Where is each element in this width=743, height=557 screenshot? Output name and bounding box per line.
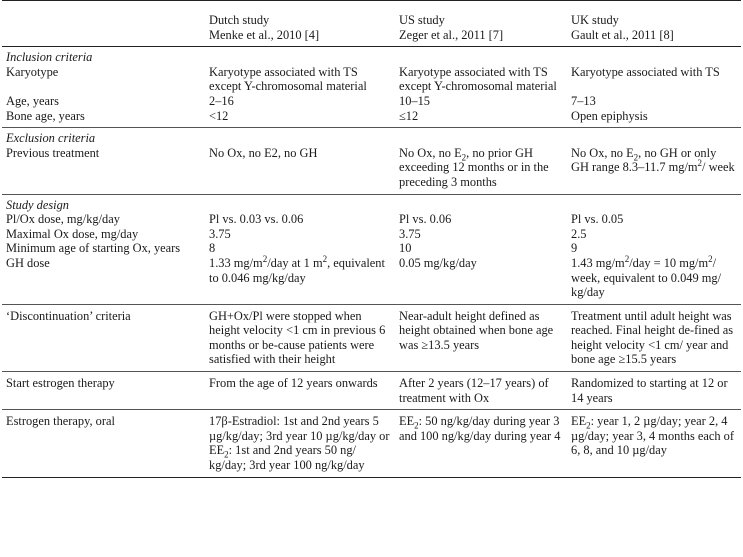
- text-part: EE: [571, 414, 587, 429]
- section-row-inclusion: [2, 47, 741, 65]
- table-row: [2, 410, 741, 477]
- section-title: Study design: [2, 194, 741, 212]
- row-label: Bone age, years: [6, 108, 85, 123]
- section-title: Inclusion criteria: [2, 47, 741, 65]
- header-dutch-study: [205, 1, 395, 47]
- cell-uk: 9: [571, 241, 578, 256]
- row-label: GH dose: [6, 255, 50, 270]
- text-part: , equivalent to 0.046 mg/kg/day: [209, 255, 385, 285]
- cell-dutch: 8: [209, 241, 216, 256]
- cell-dutch: <12: [209, 108, 229, 123]
- text-part: EE: [209, 443, 225, 458]
- text-part: 17β-Estradiol: 1st and 2nd years 5 µg/kg/day; 3rd year 10 µg/kg/day or: [209, 414, 390, 443]
- row-label: Start estrogen therapy: [2, 372, 205, 410]
- cell-uk: Open epiphysis: [571, 108, 648, 123]
- text-part: /day = 10 mg/m: [629, 255, 709, 270]
- cell-dutch: [205, 253, 395, 304]
- section-row-exclusion: [2, 128, 741, 146]
- cell-us: 0.05 mg/kg/day: [399, 255, 477, 270]
- table-row: [2, 372, 741, 410]
- section-title: Exclusion criteria: [2, 128, 741, 146]
- cell-us: 3.75: [399, 226, 421, 241]
- row-label: Estrogen therapy, oral: [2, 410, 205, 477]
- row-label: Age, years: [6, 93, 59, 108]
- subscript: 2: [224, 449, 229, 460]
- superscript: 2: [322, 253, 328, 264]
- cell-us: After 2 years (12–17 years) of treatment with Ox: [395, 372, 567, 410]
- row-label: Pl/Ox dose, mg/kg/day: [6, 212, 120, 227]
- text-part: : 1st and 2nd years 50 ng/ kg/day; 3rd year 100 ng/kg/day: [209, 443, 365, 473]
- cell-dutch: 3.75: [209, 226, 231, 241]
- row-label: Karyotype: [6, 64, 59, 79]
- study-comparison-table: [2, 0, 741, 478]
- text-part: EE: [399, 414, 415, 429]
- row-label: Previous treatment: [6, 145, 100, 160]
- table-row: [2, 227, 741, 242]
- header-study-ref: Gault et al., 2011 [8]: [571, 27, 674, 42]
- cell-uk: [567, 253, 741, 304]
- header-study-name: US study: [399, 13, 445, 27]
- superscript: 2: [624, 253, 630, 264]
- cell-uk: Pl vs. 0.05: [571, 212, 624, 227]
- cell-uk: Karyotype associated with TS: [571, 64, 720, 79]
- cell-uk: [567, 146, 741, 194]
- cell-us: ≤12: [399, 108, 419, 123]
- cell-dutch: No Ox, no E2, no GH: [209, 145, 318, 160]
- cell-us: Near-adult height defined as height obtained when bone age was ≥13.5 years: [395, 304, 567, 371]
- subscript: 2: [414, 420, 419, 431]
- cell-dutch: 2–16: [209, 93, 234, 108]
- row-label: ‘Discontinuation’ criteria: [2, 304, 205, 371]
- table-row: [2, 212, 741, 227]
- cell-dutch: Karyotype associated with TS except Y-chromosomal material: [209, 64, 367, 94]
- header-study-ref: Menke et al., 2010 [4]: [209, 27, 320, 42]
- header-study-name: Dutch study: [209, 13, 270, 27]
- cell-us: [395, 410, 567, 477]
- superscript: 2: [708, 253, 713, 264]
- cell-uk: Randomized to starting at 12 or 14 years: [567, 372, 741, 410]
- table-row: [2, 94, 741, 109]
- cell-dutch: Pl vs. 0.03 vs. 0.06: [209, 212, 304, 227]
- cell-dutch: From the age of 12 years onwards: [205, 372, 395, 410]
- subscript: 2: [461, 152, 467, 163]
- subscript: 2: [633, 152, 639, 163]
- header-us-study: [395, 1, 567, 47]
- header-study-ref: Zeger et al., 2011 [7]: [399, 27, 504, 42]
- text-part: 1.33 mg/m: [209, 255, 263, 270]
- table-row: [2, 241, 741, 256]
- cell-dutch: GH+Ox/Pl were stopped when height velocity <1 cm in previous 6 months or be-cause patients were satisfied with their height: [205, 304, 395, 371]
- subscript: 2: [586, 420, 591, 431]
- text-part: 1.43 mg/m: [571, 255, 625, 270]
- text-part: No Ox, no E: [399, 145, 462, 160]
- text-part: No Ox, no E: [571, 145, 634, 160]
- text-part: / week: [702, 160, 735, 175]
- row-label: Minimum age of starting Ox, years: [6, 241, 181, 256]
- table-header-row: [2, 1, 741, 47]
- text-part: : 50 ng/kg/day during year 3 and 100 ng/kg/day during year 4: [399, 414, 561, 443]
- cell-uk: Treatment until adult height was reached. Final height de-fined as height velocity <1 cm/ year and bone age ≥15.5 years: [567, 304, 741, 371]
- cell-us: Karyotype associated with TS except Y-chromosomal material: [399, 64, 557, 94]
- superscript: 2: [697, 158, 703, 169]
- section-row-design: [2, 194, 741, 212]
- cell-us: 10–15: [399, 93, 430, 108]
- header-empty-cell: [2, 1, 205, 47]
- table-row: [2, 146, 741, 194]
- header-study-name: UK study: [571, 13, 619, 27]
- table-row: [2, 109, 741, 128]
- cell-us: [395, 146, 567, 194]
- cell-us: 10: [399, 241, 412, 256]
- table-row: [2, 256, 741, 304]
- text-part: / week, equivalent to 0.049 mg/ kg/day: [571, 255, 722, 300]
- cell-uk: 2.5: [571, 226, 587, 241]
- cell-dutch: [205, 410, 395, 477]
- cell-uk: 7–13: [571, 93, 596, 108]
- header-uk-study: [567, 1, 741, 47]
- cell-us: Pl vs. 0.06: [399, 212, 452, 227]
- table-row: [2, 304, 741, 371]
- text-part: /day at 1 m: [267, 255, 323, 270]
- text-part: , no GH or only GH range 8.3–11.7 mg/m: [571, 145, 717, 175]
- cell-uk: [567, 410, 741, 477]
- table-row: [2, 65, 741, 94]
- text-part: : year 1, 2 µg/day; year 2, 4 µg/day; year 3, 4 months each of 6, 8, and 10 µg/day: [571, 414, 735, 458]
- text-part: , no prior GH exceeding 12 months or in the preceding 3 months: [399, 145, 549, 189]
- row-label: Maximal Ox dose, mg/day: [6, 226, 139, 241]
- superscript: 2: [262, 253, 268, 264]
